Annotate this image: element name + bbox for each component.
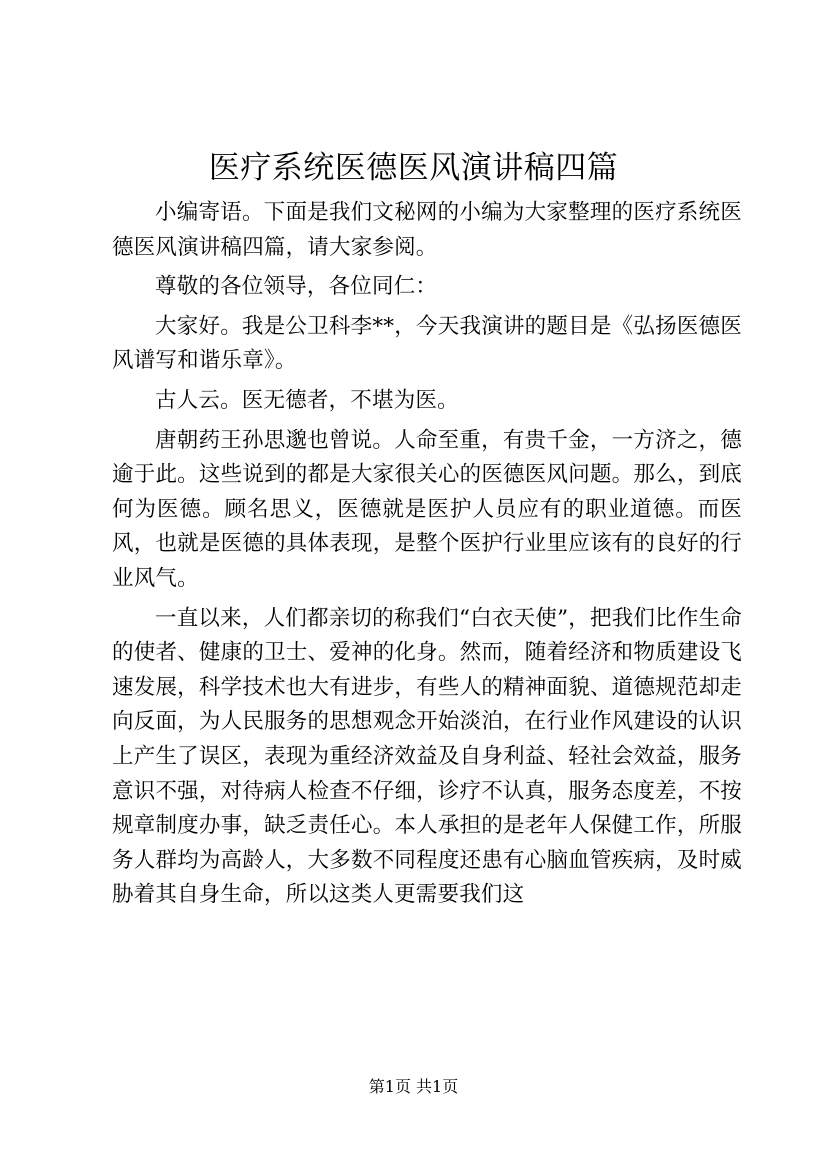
paragraph-intro: 小编寄语。下面是我们文秘网的小编为大家整理的医疗系统医德医风演讲稿四篇，请大家参阅。 [112, 200, 742, 260]
document-body [112, 196, 742, 918]
paragraph-greeting: 大家好。我是公卫科李**，今天我演讲的题目是《弘扬医德医风谱写和谐乐章》。 [112, 313, 742, 374]
paragraph-sun-simiao: 唐朝药王孙思邈也曾说。人命至重，有贵千金，一方济之，德逾于此。这些说到的都是大家很关心的医德医风问题。那么，到底何为医德。顾名思义，医德就是医护人员应有的职业道德。而医风，也就是医德的具体表现，是整个医护行业里应该有的良好的行业风气。 [112, 427, 742, 591]
document-title: 医疗系统医德医风演讲稿四篇 [208, 150, 619, 186]
paragraph-quote: 古人云。医无德者，不堪为医。 [155, 387, 459, 413]
paragraph-white-angels: 一直以来，人们都亲切的称我们“白衣天使”，把我们比作生命的使者、健康的卫士、爱神的化身。然而，随着经济和物质建设飞速发展，科学技术也大有进步，有些人的精神面貌、道德规范却走向反面，为人民服务的思想观念开始淡泊，在行业作风建设的认识上产生了误区，表现为重经济效益及自身利益、轻社会效益，服务意识不强，对待病人检查不仔细，诊疗不认真，服务态度差，不按规章制度办事，缺乏责任心。本人承担的是老年人保健工作，所服务人群均为高龄人，大多数不同程度还患有心脑血管疾病，及时威胁着其自身生命，所以这类人更需要我们这 [112, 605, 742, 908]
paragraph-salutation: 尊敬的各位领导，各位同仁： [155, 274, 438, 300]
page-footer: 第1页 共1页 [368, 1077, 459, 1096]
